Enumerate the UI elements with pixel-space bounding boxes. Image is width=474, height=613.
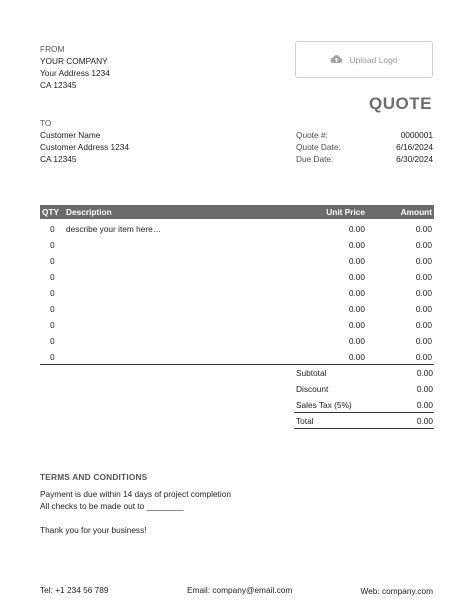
row-unit-price: 0.00	[348, 288, 365, 298]
table-bottom-rule	[40, 364, 434, 365]
row-amount: 0.00	[415, 352, 432, 362]
from-label: FROM	[40, 44, 65, 54]
total-label: Total	[296, 416, 314, 426]
total-bottom-rule	[294, 428, 434, 429]
row-qty: 0	[50, 224, 55, 234]
footer-website: Web: company.com	[360, 586, 433, 596]
row-unit-price: 0.00	[348, 304, 365, 314]
description-header: Description	[66, 207, 112, 217]
table-row	[40, 320, 434, 336]
customer-address: Customer Address 1234	[40, 142, 130, 152]
quote-number-label: Quote #:	[296, 130, 328, 140]
tax-value: 0.00	[416, 400, 433, 410]
row-description: describe your item here…	[66, 224, 161, 234]
due-date-label: Due Date:	[296, 154, 334, 164]
qty-header: QTY	[42, 207, 60, 217]
total-value: 0.00	[416, 416, 433, 426]
row-unit-price: 0.00	[348, 240, 365, 250]
row-qty: 0	[50, 336, 55, 346]
row-unit-price: 0.00	[348, 224, 365, 234]
tax-label: Sales Tax (5%)	[296, 400, 352, 410]
quote-number-value: 0000001	[400, 130, 433, 140]
row-qty: 0	[50, 256, 55, 266]
row-unit-price: 0.00	[348, 256, 365, 266]
from-address: Your Address 1234	[40, 68, 110, 78]
from-company: YOUR COMPANY	[40, 56, 108, 66]
due-date-value: 6/30/2024	[396, 154, 433, 164]
row-qty: 0	[50, 272, 55, 282]
amount-header: Amount	[400, 207, 432, 217]
table-row	[40, 304, 434, 320]
cloud-upload-icon	[330, 54, 343, 66]
discount-label: Discount	[296, 384, 329, 394]
subtotal-label: Subtotal	[296, 368, 327, 378]
row-qty: 0	[50, 240, 55, 250]
quote-date-value: 6/16/2024	[396, 142, 433, 152]
from-city: CA 12345	[40, 80, 77, 90]
table-row	[40, 240, 434, 256]
footer-email: Email: company@email.com	[187, 585, 293, 595]
row-amount: 0.00	[415, 240, 432, 250]
row-unit-price: 0.00	[348, 336, 365, 346]
row-qty: 0	[50, 304, 55, 314]
total-top-rule	[294, 412, 434, 413]
terms-heading: TERMS AND CONDITIONS	[40, 472, 148, 482]
table-row	[40, 224, 434, 240]
table-row	[40, 256, 434, 272]
footer-phone: Tel: +1 234 56 789	[40, 585, 109, 595]
table-row	[40, 288, 434, 304]
terms-line-2: All checks to be made out to ________	[40, 501, 184, 511]
row-qty: 0	[50, 320, 55, 330]
row-unit-price: 0.00	[348, 320, 365, 330]
table-row	[40, 272, 434, 288]
row-amount: 0.00	[415, 304, 432, 314]
table-row	[40, 336, 434, 352]
customer-city: CA 12345	[40, 154, 77, 164]
subtotal-value: 0.00	[416, 368, 433, 378]
table-row	[40, 352, 434, 368]
thank-you-note: Thank you for your business!	[40, 525, 147, 535]
document-title: QUOTE	[369, 94, 432, 113]
upload-logo-button[interactable]	[295, 41, 433, 78]
row-amount: 0.00	[415, 336, 432, 346]
row-amount: 0.00	[415, 320, 432, 330]
row-amount: 0.00	[415, 256, 432, 266]
row-unit-price: 0.00	[348, 272, 365, 282]
row-unit-price: 0.00	[348, 352, 365, 362]
row-amount: 0.00	[415, 224, 432, 234]
items-table-header	[40, 205, 434, 219]
row-amount: 0.00	[415, 272, 432, 282]
customer-name: Customer Name	[40, 130, 101, 140]
upload-logo-label: Upload Logo	[349, 54, 398, 65]
row-amount: 0.00	[415, 288, 432, 298]
row-qty: 0	[50, 288, 55, 298]
unit-price-header: Unit Price	[326, 207, 365, 217]
discount-value: 0.00	[416, 384, 433, 394]
quote-date-label: Quote Date:	[296, 142, 341, 152]
to-label: TO	[40, 118, 52, 128]
row-qty: 0	[50, 352, 55, 362]
terms-line-1: Payment is due within 14 days of project completion	[40, 489, 231, 499]
